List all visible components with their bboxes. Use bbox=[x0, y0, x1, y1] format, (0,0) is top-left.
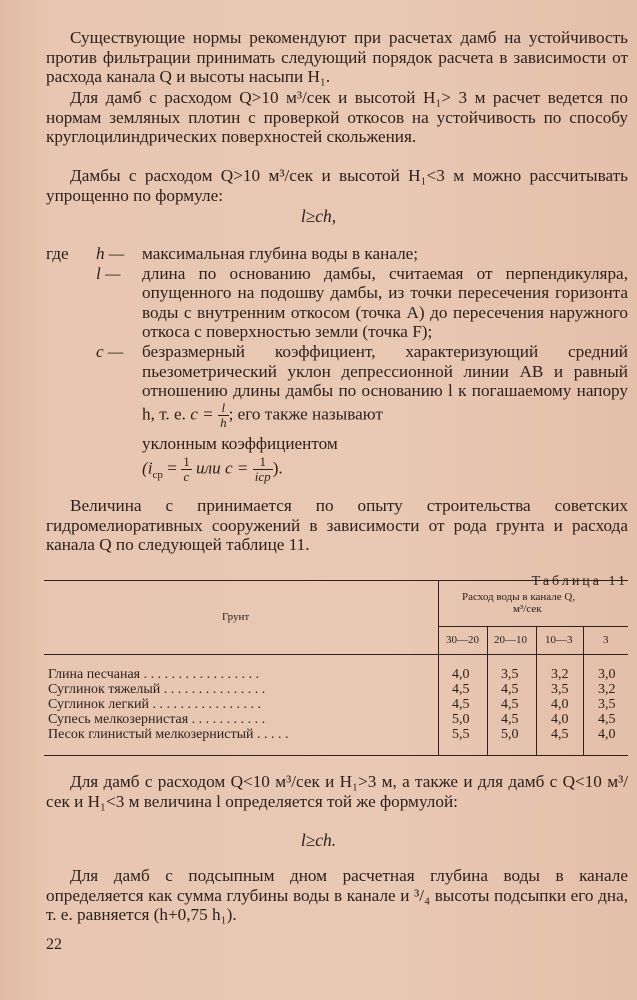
slope-formula bbox=[142, 455, 628, 485]
definition-l-text: длина по основанию дамбы, считаемая от перпендикуляра, опущенного на подошву дамбы, из точки пересечения горизонта воды с внутренним откосом (точка A) до пересечения наружного откоса с поверхностью земли (точка F); bbox=[142, 263, 628, 342]
fraction-c: c bbox=[183, 469, 190, 485]
fraction-h: h bbox=[220, 414, 227, 430]
table-row-2-soil: Суглинок тяжелый . . . . . . . . . . . . . . . bbox=[48, 682, 266, 697]
table-top-rule bbox=[44, 580, 628, 581]
table-header-flow-unit: м³/сек bbox=[513, 603, 542, 615]
definition-c-line2: уклонным коэффициентом bbox=[142, 433, 338, 453]
table-flow-col-3: 10—3 bbox=[545, 634, 573, 646]
table-vline-main bbox=[438, 580, 439, 755]
fraction-1-over-c bbox=[181, 455, 192, 484]
table-caption: Таблица 11 bbox=[531, 574, 628, 589]
slope-eq: = bbox=[167, 458, 177, 478]
table-vline-3 bbox=[536, 626, 537, 755]
table-row-5-v3: 4,5 bbox=[551, 727, 569, 742]
table-flow-col-2: 20—10 bbox=[494, 634, 527, 646]
table-row-4-v2: 4,5 bbox=[501, 712, 519, 727]
fraction-1-over-icp bbox=[253, 455, 273, 484]
table-header-soil: Грунт bbox=[222, 611, 250, 623]
definition-c bbox=[96, 342, 628, 486]
page-number: 22 bbox=[46, 936, 62, 953]
table-header-flow: Расход воды в канале Q, bbox=[462, 591, 576, 603]
table-row-5-v1: 5,5 bbox=[452, 727, 470, 742]
table-row-3-v3: 4,0 bbox=[551, 697, 569, 712]
definition-c-symbol: c — bbox=[96, 341, 124, 361]
table-row-1-soil: Глина песчаная . . . . . . . . . . . . . . . . . bbox=[48, 667, 260, 682]
paragraph-1: Существующие нормы рекомендуют при расчетах дамб на устойчивость против фильтрации принимать следующий порядок расчета в зависимости от расхода канала Q и высоты насыпи H₁. bbox=[46, 28, 628, 87]
table-row-4-v1: 5,0 bbox=[452, 712, 470, 727]
slope-open: (i bbox=[142, 458, 153, 478]
slope-or: или c = bbox=[195, 458, 249, 478]
paragraph-5: Для дамб с расходом Q<10 м³/сек и H₁>3 м, а также и для дамб с Q<10 м³/сек и H₁<3 м величина l определяется той же формулой: bbox=[46, 772, 628, 811]
where-label: где bbox=[46, 244, 69, 263]
table-row-2-v1: 4,5 bbox=[452, 682, 470, 697]
definition-c-text: безразмерный коэффициент, характеризующий средний пьезометрический уклон депрессионной линии AB и равный отношению длины дамбы по основанию l к погашаемому напору h, т. е. bbox=[142, 341, 628, 424]
fraction-icp: iср bbox=[254, 469, 271, 485]
table-row-1-v1: 4,0 bbox=[452, 667, 470, 682]
formula-1: l≥ch, bbox=[300, 206, 337, 226]
definition-h bbox=[96, 244, 628, 264]
formula-2: l≥ch. bbox=[300, 830, 337, 850]
table-vline-4 bbox=[583, 626, 584, 755]
table-row-1-v4: 3,0 bbox=[598, 667, 616, 682]
table-flow-col-4: 3 bbox=[603, 634, 609, 646]
fraction-1b: 1 bbox=[253, 455, 273, 470]
fraction-1: 1 bbox=[183, 454, 190, 470]
definition-c-tail: ; его также называют bbox=[228, 404, 383, 424]
table-row-2-v4: 3,2 bbox=[598, 682, 616, 697]
table-row-3-v2: 4,5 bbox=[501, 697, 519, 712]
slope-sub: ср bbox=[152, 469, 163, 482]
paragraph-3: Дамбы с расходом Q>10 м³/сек и высотой H₁<3 м можно рассчитывать упрощенно по формуле: bbox=[46, 166, 628, 205]
paragraph-6: Для дамб с подсыпным дном расчетная глубина воды в канале определяется как сумма глубины воды в канале и ³/₄ высоты подсыпки его дна, т. е. равняется (h+0,75 h₁). bbox=[46, 866, 628, 925]
table-row-5-v2: 5,0 bbox=[501, 727, 519, 742]
table-row-4-v4: 4,5 bbox=[598, 712, 616, 727]
paragraph-4: Величина c принимается по опыту строительства советских гидромелиоративных сооружений в зависимости от рода грунта и расхода канала Q по следующей таблице 11. bbox=[46, 496, 628, 555]
definitions bbox=[96, 244, 628, 486]
definition-l-symbol: l — bbox=[96, 263, 121, 283]
table-row-1-v2: 3,5 bbox=[501, 667, 519, 682]
definition-h-text: максимальная глубина воды в канале; bbox=[142, 244, 419, 263]
table-subheader-rule bbox=[438, 626, 628, 627]
table-row-4-v3: 4,0 bbox=[551, 712, 569, 727]
table-bottom-rule bbox=[44, 755, 628, 756]
fraction-l-over-h bbox=[218, 401, 229, 430]
fraction-l: l bbox=[218, 401, 229, 416]
table-row-1-v3: 3,2 bbox=[551, 667, 569, 682]
definition-l bbox=[96, 264, 628, 342]
table-header-rule bbox=[44, 654, 628, 655]
paragraph-2: Для дамб с расходом Q>10 м³/сек и высотой H₁> 3 м расчет ведется по нормам земляных плотин с проверкой откосов на устойчивость по способу круглоцилиндрических поверхностей скольжения. bbox=[46, 88, 628, 147]
table-flow-col-1: 30—20 bbox=[446, 634, 479, 646]
table-row-5-soil: Песок глинистый мелкозернистый . . . . . bbox=[48, 727, 289, 742]
definition-c-equals: c = bbox=[190, 404, 214, 424]
table-row-2-v3: 3,5 bbox=[551, 682, 569, 697]
definition-h-symbol: h — bbox=[96, 244, 125, 263]
table-vline-2 bbox=[487, 626, 488, 755]
table-row-2-v2: 4,5 bbox=[501, 682, 519, 697]
slope-close: ). bbox=[272, 458, 283, 478]
table-row-3-v1: 4,5 bbox=[452, 697, 470, 712]
table-row-3-v4: 3,5 bbox=[598, 697, 616, 712]
table-row-5-v4: 4,0 bbox=[598, 727, 616, 742]
table-row-3-soil: Суглинок легкий . . . . . . . . . . . . . . . . bbox=[48, 697, 262, 712]
table-row-4-soil: Супесь мелкозернистая . . . . . . . . . . . bbox=[48, 712, 266, 727]
